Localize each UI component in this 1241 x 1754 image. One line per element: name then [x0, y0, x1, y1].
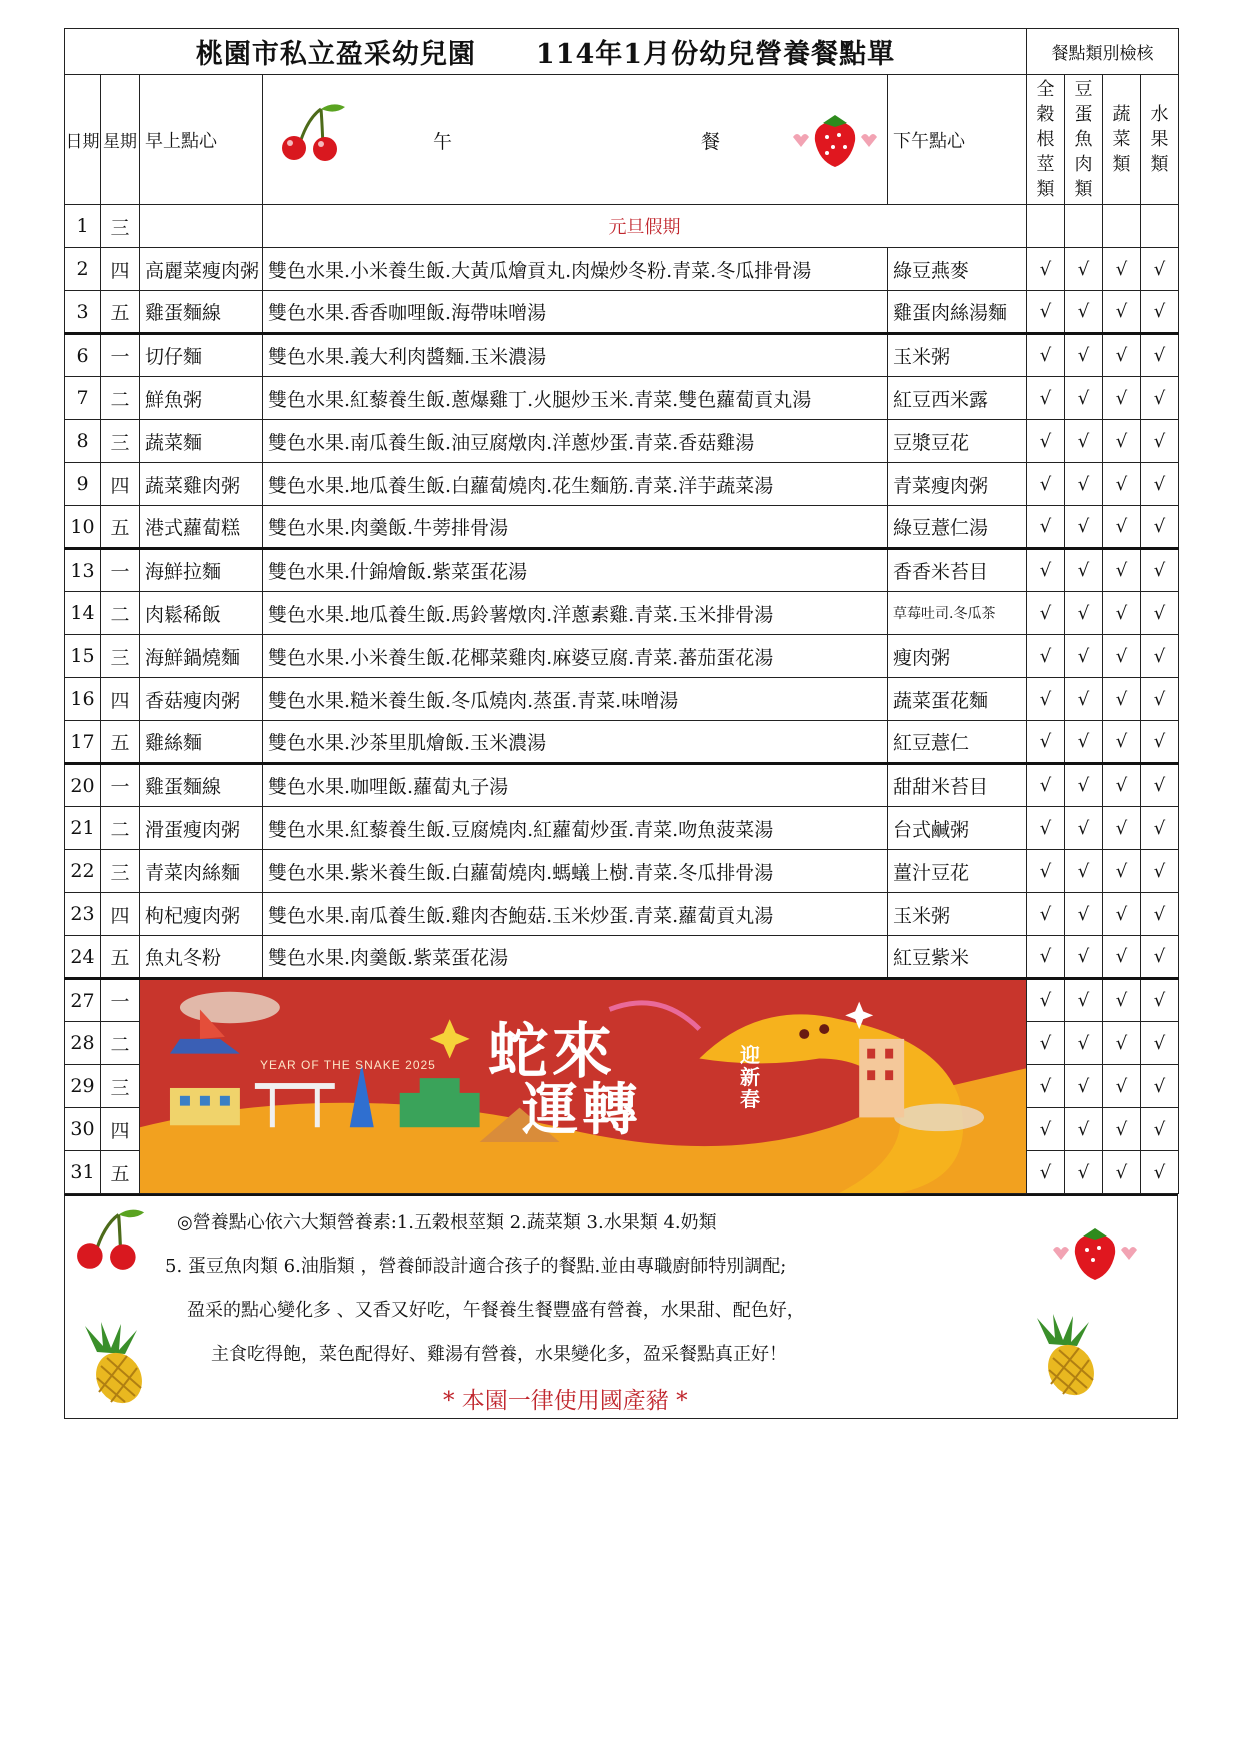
banner-side-text: [740, 1044, 764, 1110]
check-mark: √: [1065, 850, 1103, 893]
banner-side-char: 春: [740, 1087, 760, 1111]
check-mark: √: [1103, 1108, 1141, 1151]
row-afternoon-snack: 豆漿豆花: [888, 420, 1027, 463]
row-date: 20: [65, 764, 101, 807]
row-date: 30: [65, 1108, 101, 1151]
check-mark: √: [1065, 334, 1103, 377]
row-morning-snack: 海鮮鍋燒麵: [140, 635, 263, 678]
check-mark: √: [1065, 1022, 1103, 1065]
row-afternoon-snack: 甜甜米苔目: [888, 764, 1027, 807]
banner-side-char: 新: [740, 1065, 760, 1089]
check-mark: √: [1065, 1108, 1103, 1151]
row-lunch: 雙色水果.糙米養生飯.冬瓜燒肉.蒸蛋.青菜.味噌湯: [263, 678, 888, 721]
row-date: 9: [65, 463, 101, 506]
row-lunch: 雙色水果.香香咖哩飯.海帶味噌湯: [263, 291, 888, 334]
row-morning-snack: 雞絲麵: [140, 721, 263, 764]
check-mark: √: [1103, 1022, 1141, 1065]
check-mark: √: [1065, 635, 1103, 678]
row-date: 17: [65, 721, 101, 764]
row-morning-snack: 雞蛋麵線: [140, 764, 263, 807]
menu-row: [65, 291, 1179, 334]
row-weekday: 二: [101, 592, 140, 635]
row-date: 24: [65, 936, 101, 979]
menu-row: [65, 377, 1179, 420]
check-mark: √: [1103, 850, 1141, 893]
row-weekday: 三: [101, 635, 140, 678]
row-weekday: 一: [101, 334, 140, 377]
check-mark: √: [1065, 592, 1103, 635]
menu-row: [65, 764, 1179, 807]
row-date: 1: [65, 205, 101, 248]
row-morning-snack: 蔬菜雞肉粥: [140, 463, 263, 506]
row-weekday: 三: [101, 1065, 140, 1108]
header-lunch: [263, 75, 888, 205]
check-mark: √: [1027, 764, 1065, 807]
check-mark: √: [1027, 678, 1065, 721]
row-afternoon-snack: 青菜瘦肉粥: [888, 463, 1027, 506]
row-lunch: 雙色水果.咖哩飯.蘿蔔丸子湯: [263, 764, 888, 807]
row-afternoon-snack: 香香米苔目: [888, 549, 1027, 592]
row-date: 8: [65, 420, 101, 463]
header-cat-protein: 豆 蛋 魚 肉 類: [1065, 75, 1103, 205]
row-afternoon-snack: 薑汁豆花: [888, 850, 1027, 893]
menu-row: [65, 807, 1179, 850]
header-cat-grains: 全 穀 根 莖 類: [1027, 75, 1065, 205]
check-mark: √: [1027, 936, 1065, 979]
row-date: 7: [65, 377, 101, 420]
check-mark: √: [1103, 334, 1141, 377]
row-weekday: 五: [101, 936, 140, 979]
check-mark: √: [1141, 678, 1179, 721]
header-cat-vegetables: 蔬 菜 類: [1103, 75, 1141, 205]
row-date: 27: [65, 979, 101, 1022]
check-mark: √: [1141, 635, 1179, 678]
check-mark: √: [1103, 549, 1141, 592]
check-mark: √: [1027, 377, 1065, 420]
check-mark: √: [1103, 506, 1141, 549]
check-mark: √: [1027, 248, 1065, 291]
check-mark: √: [1027, 1022, 1065, 1065]
check-mark: √: [1103, 1151, 1141, 1194]
page-title: [65, 29, 1027, 75]
holiday-text: 元旦假期: [263, 205, 1027, 248]
row-weekday: 一: [101, 549, 140, 592]
cherry-icon: [277, 101, 347, 163]
row-weekday: 二: [101, 377, 140, 420]
check-mark: √: [1141, 721, 1179, 764]
row-morning-snack: 滑蛋瘦肉粥: [140, 807, 263, 850]
check-mark: √: [1027, 592, 1065, 635]
check-mark: √: [1027, 291, 1065, 334]
check-mark: √: [1141, 334, 1179, 377]
check-mark: √: [1141, 420, 1179, 463]
footer-line-5: * 本園一律使用國產豬 *: [443, 1388, 688, 1414]
check-mark: √: [1141, 979, 1179, 1022]
row-lunch: 雙色水果.地瓜養生飯.白蘿蔔燒肉.花生麵筋.青菜.洋芋蔬菜湯: [263, 463, 888, 506]
check-mark: √: [1141, 463, 1179, 506]
check-mark: √: [1027, 334, 1065, 377]
check-mark: √: [1141, 893, 1179, 936]
check-mark: √: [1027, 1108, 1065, 1151]
check-title: 餐點類別檢核: [1027, 29, 1179, 75]
row-date: 29: [65, 1065, 101, 1108]
check-mark: √: [1065, 1151, 1103, 1194]
menu-row: [65, 248, 1179, 291]
footer-line-1: ◎營養點心依六大類營養素:1.五穀根莖類 2.蔬菜類 3.水果類 4.奶類: [177, 1212, 717, 1233]
row-afternoon-snack: 雞蛋肉絲湯麵: [888, 291, 1027, 334]
row-date: 13: [65, 549, 101, 592]
menu-table: [64, 28, 1179, 1194]
row-afternoon-snack: 紅豆西米露: [888, 377, 1027, 420]
row-weekday: 三: [101, 850, 140, 893]
check-mark: √: [1027, 1151, 1065, 1194]
menu-sheet: [64, 28, 1178, 1419]
row-lunch: 雙色水果.什錦燴飯.紫菜蛋花湯: [263, 549, 888, 592]
row-weekday: 三: [101, 420, 140, 463]
check-mark: √: [1103, 807, 1141, 850]
menu-row: [65, 678, 1179, 721]
check-mark: √: [1103, 635, 1141, 678]
check-mark: √: [1141, 506, 1179, 549]
row-afternoon-snack: 玉米粥: [888, 893, 1027, 936]
check-mark: √: [1027, 420, 1065, 463]
check-mark: √: [1065, 549, 1103, 592]
row-afternoon-snack: 草莓吐司.冬瓜茶: [888, 592, 1027, 635]
footer-line-3: 盈采的點心變化多 、又香又好吃，午餐養生餐豐盛有營養，水果甜、配色好，: [187, 1300, 805, 1321]
banner-caption: YEAR OF THE SNAKE 2025: [260, 1058, 436, 1072]
row-date: 16: [65, 678, 101, 721]
cherry-icon: [71, 1206, 147, 1272]
check-mark: √: [1103, 979, 1141, 1022]
row-lunch: 雙色水果.義大利肉醬麵.玉米濃湯: [263, 334, 888, 377]
check-mark: √: [1103, 936, 1141, 979]
check-mark: √: [1065, 979, 1103, 1022]
row-weekday: 四: [101, 248, 140, 291]
header-morning-snack: 早上點心: [140, 75, 263, 205]
row-lunch: 雙色水果.紫米養生飯.白蘿蔔燒肉.螞蟻上樹.青菜.冬瓜排骨湯: [263, 850, 888, 893]
footer-line-4: 主食吃得飽，菜色配得好、雞湯有營養，水果變化多，盈采餐點真正好！: [211, 1344, 787, 1365]
check-mark: √: [1141, 549, 1179, 592]
check-mark: √: [1141, 764, 1179, 807]
check-mark: √: [1103, 678, 1141, 721]
lunch-char-2: 餐: [701, 131, 721, 153]
row-morning-snack: 青菜肉絲麵: [140, 850, 263, 893]
banner-side-char: 迎: [740, 1043, 760, 1067]
check-mark: √: [1141, 248, 1179, 291]
menu-row: [65, 420, 1179, 463]
check-mark: √: [1103, 420, 1141, 463]
row-afternoon-snack: 紅豆紫米: [888, 936, 1027, 979]
pineapple-icon: [77, 1322, 153, 1406]
row-weekday: 二: [101, 807, 140, 850]
row-date: 3: [65, 291, 101, 334]
check-mark: √: [1141, 807, 1179, 850]
row-morning-snack: 港式蘿蔔糕: [140, 506, 263, 549]
row-weekday: 四: [101, 463, 140, 506]
check-mark: √: [1027, 721, 1065, 764]
school-name: 桃園市私立盈采幼兒園: [195, 39, 476, 70]
check-mark: √: [1103, 1065, 1141, 1108]
check-mark: √: [1065, 936, 1103, 979]
row-lunch: 雙色水果.紅藜養生飯.蔥爆雞丁.火腿炒玉米.青菜.雙色蘿蔔貢丸湯: [263, 377, 888, 420]
row-weekday: 三: [101, 205, 140, 248]
row-date: 23: [65, 893, 101, 936]
row-weekday: 一: [101, 979, 140, 1022]
menu-row: [65, 334, 1179, 377]
menu-row: [65, 592, 1179, 635]
header-date: 日期: [65, 75, 101, 205]
banner-row: [65, 979, 1179, 1022]
row-weekday: 五: [101, 1151, 140, 1194]
row-date: 31: [65, 1151, 101, 1194]
footer-notes: [64, 1194, 1178, 1419]
header-cat-fruit: 水 果 類: [1141, 75, 1179, 205]
check-mark: √: [1103, 463, 1141, 506]
row-lunch: 雙色水果.肉羹飯.牛蒡排骨湯: [263, 506, 888, 549]
check-mark: √: [1027, 979, 1065, 1022]
check-mark: √: [1065, 377, 1103, 420]
row-weekday: 四: [101, 1108, 140, 1151]
banner-title-1: 蛇來: [488, 1017, 616, 1087]
menu-row: [65, 506, 1179, 549]
menu-title: 114年1月份幼兒營養餐點單: [535, 39, 896, 70]
row-morning-snack: 枸杞瘦肉粥: [140, 893, 263, 936]
footer-line-2: 5. 蛋豆魚肉類 6.油脂類 ，營養師設計適合孩子的餐點.並由專職廚師特別調配;: [165, 1256, 787, 1277]
check-mark: √: [1141, 936, 1179, 979]
check-mark: √: [1103, 764, 1141, 807]
menu-row: [65, 936, 1179, 979]
check-mark: √: [1141, 1022, 1179, 1065]
row-weekday: 一: [101, 764, 140, 807]
row-date: 15: [65, 635, 101, 678]
row-lunch: 雙色水果.地瓜養生飯.馬鈴薯燉肉.洋蔥素雞.青菜.玉米排骨湯: [263, 592, 888, 635]
row-morning-snack: 高麗菜瘦肉粥: [140, 248, 263, 291]
banner-title-2: 運轉: [522, 1077, 642, 1143]
check-mark: √: [1141, 850, 1179, 893]
row-weekday: 五: [101, 506, 140, 549]
lunch-char-1: 午: [433, 131, 453, 153]
row-morning-snack: 海鮮拉麵: [140, 549, 263, 592]
header-afternoon-snack: 下午點心: [888, 75, 1027, 205]
row-date: 2: [65, 248, 101, 291]
check-mark: √: [1141, 1065, 1179, 1108]
row-afternoon-snack: 台式鹹粥: [888, 807, 1027, 850]
menu-row: [65, 850, 1179, 893]
check-mark: √: [1027, 506, 1065, 549]
check-mark: √: [1065, 248, 1103, 291]
pineapple-icon: [1029, 1314, 1105, 1398]
check-mark: √: [1065, 506, 1103, 549]
check-mark: √: [1103, 721, 1141, 764]
row-afternoon-snack: 綠豆燕麥: [888, 248, 1027, 291]
row-weekday: 二: [101, 1022, 140, 1065]
row-morning-snack: 魚丸冬粉: [140, 936, 263, 979]
strawberry-icon: [787, 111, 883, 171]
check-mark: √: [1027, 549, 1065, 592]
check-mark: √: [1027, 1065, 1065, 1108]
check-mark: √: [1065, 721, 1103, 764]
header-weekday: 星期: [101, 75, 140, 205]
row-morning-snack: 鮮魚粥: [140, 377, 263, 420]
row-lunch: 雙色水果.小米養生飯.花椰菜雞肉.麻婆豆腐.青菜.蕃茄蛋花湯: [263, 635, 888, 678]
row-afternoon-snack: 瘦肉粥: [888, 635, 1027, 678]
check-mark: √: [1065, 1065, 1103, 1108]
check-mark: √: [1065, 678, 1103, 721]
check-mark: √: [1141, 377, 1179, 420]
check-mark: √: [1103, 893, 1141, 936]
row-date: 10: [65, 506, 101, 549]
check-mark: √: [1027, 850, 1065, 893]
row-morning-snack: 香菇瘦肉粥: [140, 678, 263, 721]
menu-row: [65, 463, 1179, 506]
check-mark: √: [1141, 1108, 1179, 1151]
check-mark: √: [1027, 463, 1065, 506]
check-mark: √: [1141, 291, 1179, 334]
check-mark: √: [1103, 377, 1141, 420]
row-afternoon-snack: 蔬菜蛋花麵: [888, 678, 1027, 721]
row-lunch: 雙色水果.紅藜養生飯.豆腐燒肉.紅蘿蔔炒蛋.青菜.吻魚菠菜湯: [263, 807, 888, 850]
strawberry-icon: [1043, 1224, 1147, 1284]
check-mark: √: [1103, 592, 1141, 635]
check-mark: √: [1065, 764, 1103, 807]
row-weekday: 四: [101, 893, 140, 936]
row-morning-snack: 蔬菜麵: [140, 420, 263, 463]
check-mark: √: [1141, 1151, 1179, 1194]
row-date: 21: [65, 807, 101, 850]
check-mark: √: [1065, 463, 1103, 506]
row-afternoon-snack: 綠豆薏仁湯: [888, 506, 1027, 549]
check-mark: √: [1027, 893, 1065, 936]
check-mark: √: [1141, 592, 1179, 635]
row-morning-snack: 肉鬆稀飯: [140, 592, 263, 635]
menu-row: [65, 721, 1179, 764]
check-mark: √: [1065, 420, 1103, 463]
row-weekday: 五: [101, 721, 140, 764]
check-mark: √: [1065, 291, 1103, 334]
row-weekday: 五: [101, 291, 140, 334]
row-date: 28: [65, 1022, 101, 1065]
check-mark: √: [1027, 807, 1065, 850]
row-date: 6: [65, 334, 101, 377]
row-afternoon-snack: 玉米粥: [888, 334, 1027, 377]
row-morning-snack: 切仔麵: [140, 334, 263, 377]
snake-banner: [140, 979, 1027, 1194]
row-lunch: 雙色水果.沙茶里肌燴飯.玉米濃湯: [263, 721, 888, 764]
check-mark: √: [1103, 291, 1141, 334]
holiday-row: [65, 205, 1179, 248]
row-afternoon-snack: 紅豆薏仁: [888, 721, 1027, 764]
row-weekday: 四: [101, 678, 140, 721]
row-lunch: 雙色水果.南瓜養生飯.油豆腐燉肉.洋蔥炒蛋.青菜.香菇雞湯: [263, 420, 888, 463]
check-mark: √: [1065, 807, 1103, 850]
check-mark: √: [1103, 248, 1141, 291]
menu-row: [65, 549, 1179, 592]
row-morning-snack: 雞蛋麵線: [140, 291, 263, 334]
row-date: 22: [65, 850, 101, 893]
check-mark: √: [1027, 635, 1065, 678]
row-lunch: 雙色水果.南瓜養生飯.雞肉杏鮑菇.玉米炒蛋.青菜.蘿蔔貢丸湯: [263, 893, 888, 936]
check-mark: √: [1065, 893, 1103, 936]
row-date: 14: [65, 592, 101, 635]
row-lunch: 雙色水果.小米養生飯.大黃瓜燴貢丸.肉燥炒冬粉.青菜.冬瓜排骨湯: [263, 248, 888, 291]
row-lunch: 雙色水果.肉羹飯.紫菜蛋花湯: [263, 936, 888, 979]
menu-row: [65, 893, 1179, 936]
menu-row: [65, 635, 1179, 678]
